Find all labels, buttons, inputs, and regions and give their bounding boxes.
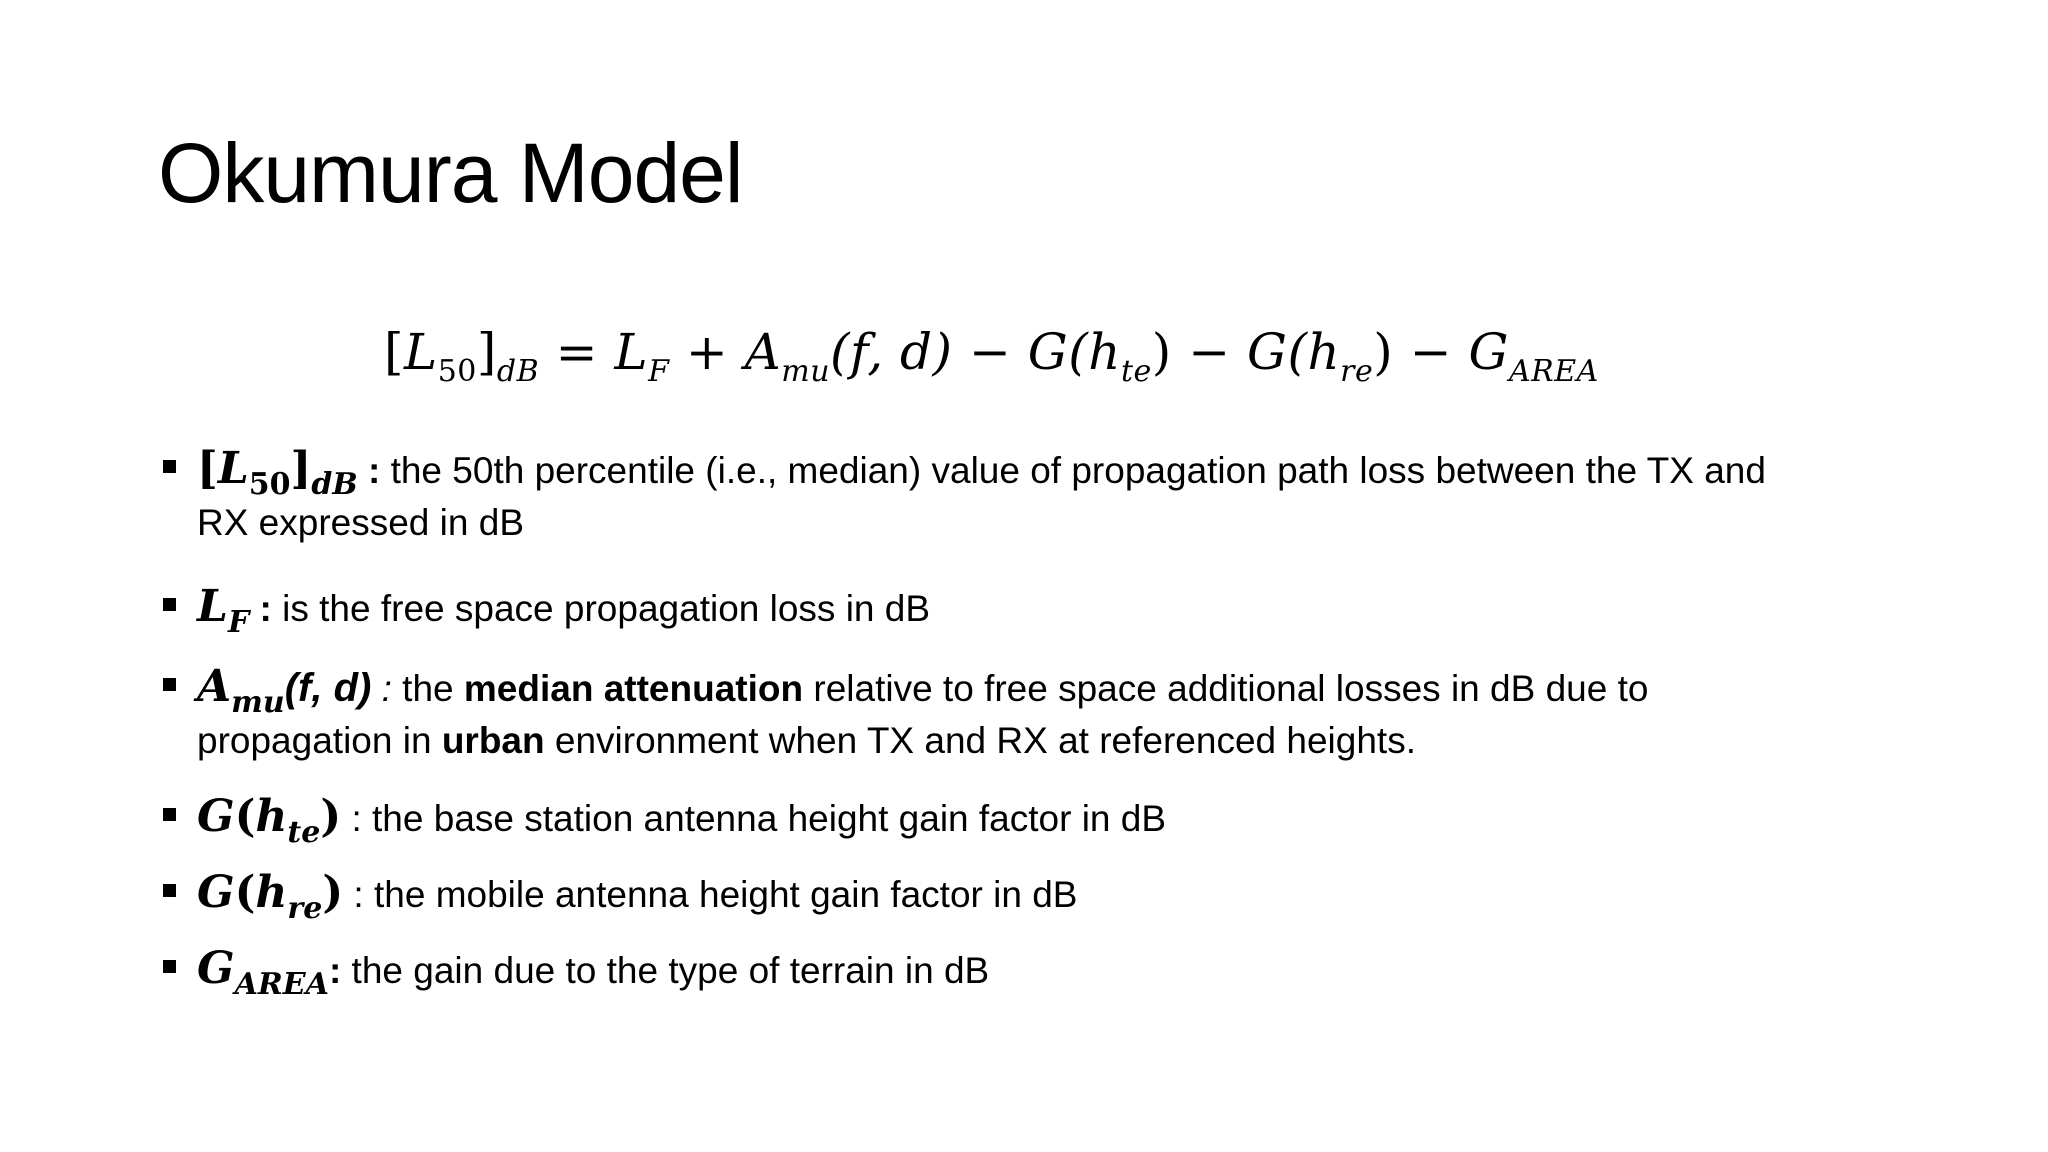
eq-amu-symbol: A [744,323,782,381]
definition-text: relative to free space additional losses in dB due to [803,668,1649,709]
definition-text: is the free space propagation loss in dB [271,588,931,629]
symbol-amu: $A_{mu}(f$, d) [197,661,372,720]
eq-equals: = [555,323,598,381]
list-item-amu [163,660,1893,766]
list-item-g-hte [163,790,1893,850]
symbol-lf: $L_F$ [197,581,250,640]
colon: : [328,950,342,991]
square-bullet-icon [163,884,176,897]
eq-g2-close: ) [1373,323,1394,381]
definition-text: the gain due to the type of terrain in dB [341,950,990,991]
eq-bracket-open: [ [384,323,405,381]
emphasis-median-attenuation: median attenuation [463,668,804,709]
square-bullet-icon [163,460,176,473]
square-bullet-icon [163,598,176,611]
list-item-garea [163,942,1893,1002]
square-bullet-icon [163,960,176,973]
slide-title: Okumura Model [158,126,743,220]
eq-bracket-close: ] [476,323,497,381]
symbol-garea: $G_{AREA}$ [197,943,329,1002]
eq-g2-sub: re [1340,354,1374,389]
symbol-g-hre: $G(h_{re})$ [197,867,344,926]
symbol-l50: $[L_{50}]_{dB}$ [197,443,358,502]
symbol-g-hte: $G(h_{te})$ [197,791,342,850]
square-bullet-icon [163,808,176,821]
list-item-g-hre [163,866,1893,926]
eq-g1-open: (h [1068,323,1121,381]
list-item-lf [163,580,1893,640]
eq-g2-symbol: G [1247,323,1288,381]
colon: : [249,588,272,629]
eq-lhs-symbol: L [404,323,438,381]
definition-text-continued: propagation in urban environment when TX and RX at referenced heights. [197,720,1416,761]
eq-amu-args: (f, d) [830,323,953,381]
colon: : [357,450,381,491]
definition-text-continued: RX expressed in dB [197,502,525,543]
eq-amu-sub: mu [781,354,831,389]
definition-text: the 50th percentile (i.e., median) value of propagation path loss between the TX and [380,450,1766,491]
list-item-l50 [163,442,1893,548]
eq-plus: + [685,323,729,381]
definition-text: : the mobile antenna height gain factor in dB [343,874,1078,915]
eq-g1-close: ) [1151,323,1172,381]
definition-list [163,442,1893,1032]
eq-minus-1: − [968,323,1012,381]
square-bullet-icon [163,678,176,691]
colon: : [371,668,392,709]
eq-garea-symbol: G [1468,323,1509,381]
eq-g2-open: (h [1287,323,1341,381]
okumura-equation [384,318,1599,389]
eq-minus-3: − [1409,323,1453,381]
eq-lhs-sub1: 50 [437,354,477,389]
eq-g1-symbol: G [1027,323,1069,381]
definition-text: the [391,668,464,709]
eq-lf-sub: F [648,354,670,389]
eq-g1-sub: te [1120,354,1152,389]
eq-lhs-sub2: dB [496,354,540,389]
definition-text: : the base station antenna height gain factor in dB [341,798,1167,839]
eq-minus-2: − [1188,323,1231,381]
eq-garea-sub: AREA [1508,354,1599,389]
eq-lf-symbol: L [614,323,649,381]
emphasis-urban: urban [441,720,545,761]
